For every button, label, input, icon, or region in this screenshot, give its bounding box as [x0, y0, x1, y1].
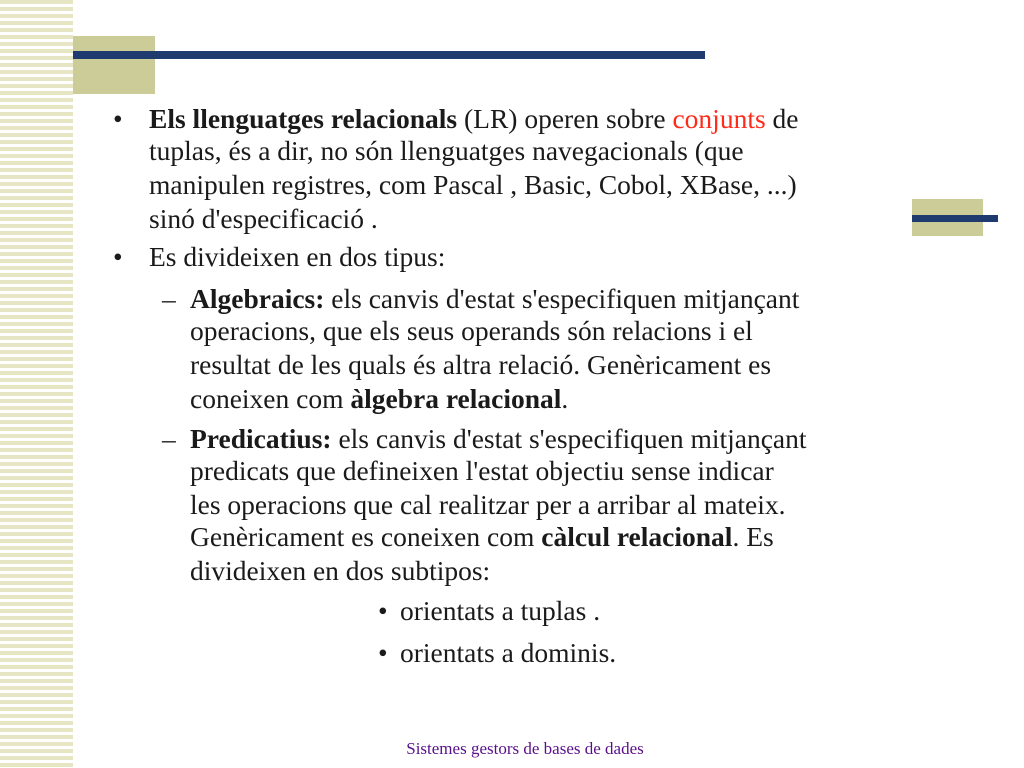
alg-line2: operacions, que els seus operands són relacions i el: [190, 315, 753, 346]
dash-marker: –: [162, 423, 176, 454]
p1-line4: sinó d'especificació .: [149, 203, 378, 234]
pred-line2: predicats que defineixen l'estat objectiu sense indicar: [190, 455, 774, 486]
p2-line: Es divideixen en dos tipus:: [149, 241, 446, 272]
pred-line4-a: Genèricament es coneixen com: [190, 521, 542, 552]
slide-footer: Sistemes gestors de bases de dades: [406, 739, 644, 758]
pred-line1: [190, 423, 807, 455]
alg-line1: [190, 283, 799, 315]
p1-line2: tuplas, és a dir, no són llenguatges navegacionals (que: [149, 135, 744, 166]
bullet-marker: •: [378, 637, 388, 668]
subtype-item: orientats a tuplas .: [400, 595, 601, 626]
pred-bold: Predicatius:: [190, 423, 332, 454]
pred-line4-bold: càlcul relacional: [541, 521, 733, 552]
subtype-item: orientats a dominis.: [400, 637, 617, 668]
p1-red-word: conjunts: [672, 103, 766, 134]
alg-line4-b: .: [561, 383, 569, 414]
pred-line4-b: . Es: [732, 521, 774, 552]
p1-line1: [149, 103, 799, 135]
pred-line3: les operacions que cal realitzar per a arribar al mateix.: [190, 489, 786, 520]
alg-line4-a: coneixen com: [190, 383, 351, 414]
p1-text-a: (LR) operen sobre: [457, 103, 673, 134]
alg-line4: [190, 383, 568, 415]
bullet-marker: •: [113, 103, 123, 134]
alg-line3: resultat de les quals és altra relació. Genèricament es: [190, 349, 772, 380]
bullet-marker: •: [378, 595, 388, 626]
alg-text1: els canvis d'estat s'especifiquen mitjançant: [324, 283, 800, 314]
alg-line4-bold: àlgebra relacional: [350, 383, 562, 414]
bullet-marker: •: [113, 241, 123, 272]
p1-text-b: de: [765, 103, 799, 134]
pred-line5: divideixen en dos subtipos:: [190, 555, 491, 586]
pred-line4: [190, 521, 774, 553]
pred-text1: els canvis d'estat s'especifiquen mitjançant: [331, 423, 807, 454]
p1-line3: manipulen registres, com Pascal , Basic, Cobol, XBase, ...): [149, 169, 797, 200]
dash-marker: –: [162, 283, 176, 314]
p1-bold: Els llenguatges relacionals: [149, 103, 458, 134]
alg-bold: Algebraics:: [190, 283, 325, 314]
